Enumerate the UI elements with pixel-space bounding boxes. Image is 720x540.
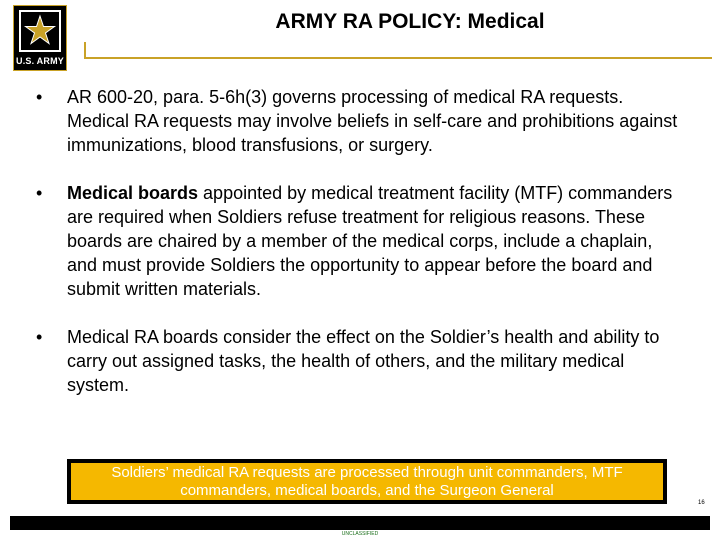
callout-inner bbox=[71, 463, 663, 500]
callout-line-1: Soldiers’ medical RA requests are processed through unit commanders, MTF bbox=[111, 464, 623, 481]
page-title: ARMY RA POLICY: Medical bbox=[275, 10, 545, 33]
title-rule-horizontal bbox=[84, 57, 712, 59]
logo-text: U.S. ARMY bbox=[16, 56, 64, 66]
bullet-dot-icon: • bbox=[36, 87, 43, 107]
callout-box bbox=[67, 459, 667, 504]
bullet-text: Medical RA boards consider the effect on the Soldier’s health and ability to carry out assigned tasks, the health of others, and the military medical system. bbox=[67, 327, 660, 395]
bullet-item bbox=[36, 181, 686, 301]
bullet-dot-icon: • bbox=[36, 183, 43, 203]
page-number: 16 bbox=[698, 500, 705, 506]
bullet-dot-icon: • bbox=[36, 327, 43, 347]
callout-line-2: commanders, medical boards, and the Surgeon General bbox=[180, 482, 554, 499]
star-icon bbox=[14, 6, 68, 60]
bottom-bar bbox=[10, 516, 710, 530]
classification-marking: UNCLASSIFIED bbox=[341, 531, 379, 537]
army-star-logo-icon bbox=[13, 5, 67, 71]
bullet-list bbox=[36, 85, 686, 421]
bullet-bold-text: Medical boards bbox=[67, 183, 199, 203]
bullet-item bbox=[36, 85, 686, 157]
bullet-text: appointed by medical treatment facility (MTF) commanders are required when Soldiers refuse treatment for religious reasons. These boards are chaired by a member of the medical corps, include a chaplain, and must provide Soldiers the opportunity to appear before the board and submit written materials. bbox=[67, 183, 673, 299]
bullet-item bbox=[36, 325, 686, 397]
bullet-text: AR 600-20, para. 5-6h(3) governs processing of medical RA requests. Medical RA requests may involve beliefs in self-care and prohibitions against immunizations, blood transfusions, or surgery. bbox=[67, 87, 678, 155]
